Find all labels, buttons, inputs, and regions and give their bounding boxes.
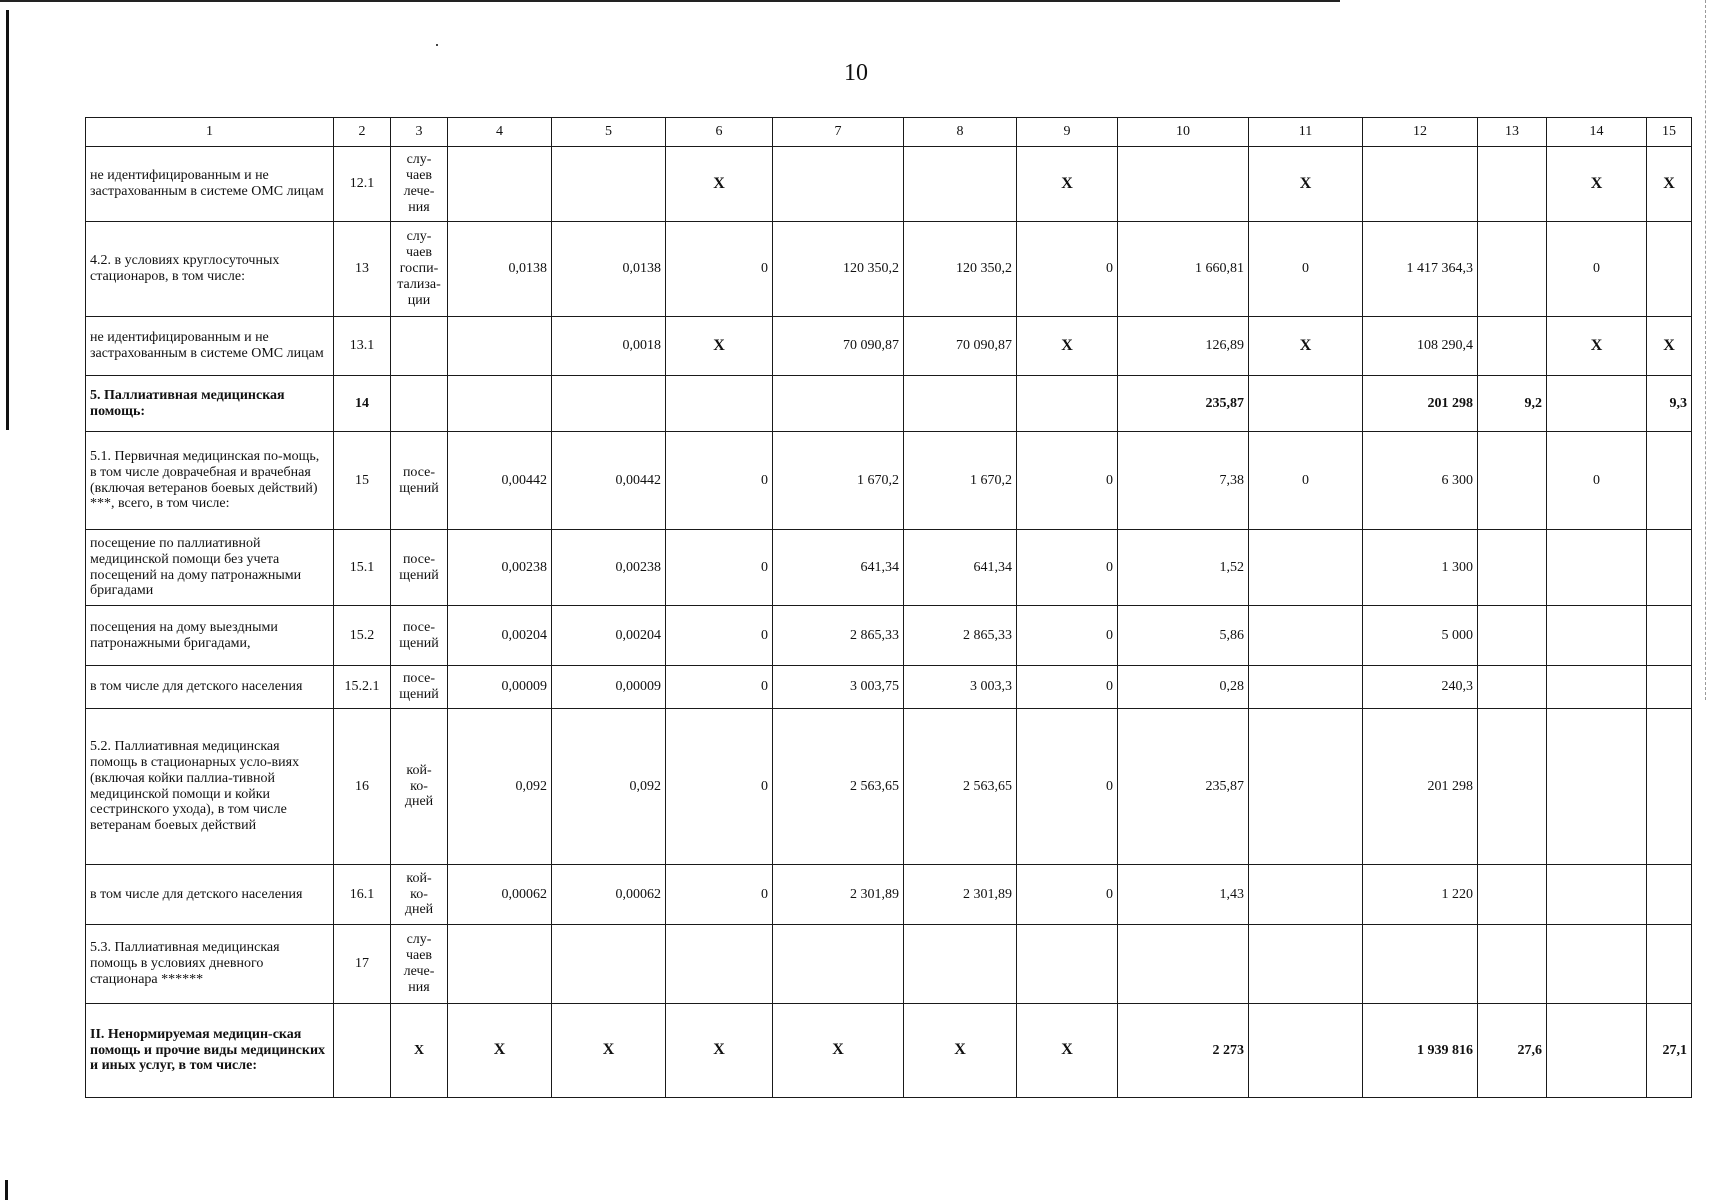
value-cell [1647,666,1692,709]
value-cell: 201 298 [1363,709,1478,865]
value-cell [1647,865,1692,925]
value-cell: 6 300 [1363,432,1478,530]
col-header: 15 [1647,118,1692,147]
row-number: 16.1 [334,865,391,925]
value-cell: 1,52 [1118,530,1249,606]
value-cell: 0,00238 [448,530,552,606]
table-row [86,709,1692,865]
row-label: 5.1. Первичная медицинская по-мощь, в том числе доврачебная и врачебная (включая ветеранов боевых действий) ***, всего, в том числе: [86,432,334,530]
value-cell: 120 350,2 [904,222,1017,317]
value-cell: 0 [666,432,773,530]
table-row [86,432,1692,530]
value-cell [1249,709,1363,865]
value-cell [773,376,904,432]
value-cell: 0 [1249,222,1363,317]
value-cell: 0,00238 [552,530,666,606]
row-number: 13 [334,222,391,317]
value-cell: 0 [1249,432,1363,530]
value-cell [1478,147,1547,222]
table-row [86,222,1692,317]
unit-cell: кой- ко- дней [391,865,448,925]
value-cell: 0,00062 [448,865,552,925]
unit-cell [391,317,448,376]
value-cell [1249,376,1363,432]
value-cell [448,147,552,222]
not-applicable-mark: Х [552,1004,666,1098]
value-cell: 0 [1017,709,1118,865]
value-cell: 0 [666,222,773,317]
unit-cell: посе- щений [391,666,448,709]
col-header: 14 [1547,118,1647,147]
value-cell: 2 563,65 [773,709,904,865]
not-applicable-mark: Х [448,1004,552,1098]
scan-speck [436,44,438,46]
table-row [86,1004,1692,1098]
col-header: 6 [666,118,773,147]
scan-top-edge [0,0,1340,2]
value-cell [1478,222,1547,317]
value-cell: 0,0018 [552,317,666,376]
unit-cell: посе- щений [391,432,448,530]
row-number: 12.1 [334,147,391,222]
value-cell: 0,00204 [448,606,552,666]
not-applicable-mark: Х [1017,317,1118,376]
row-label: 5.2. Паллиативная медицинская помощь в стационарных усло-виях (включая койки паллиа-тивной медицинской помощи и койки сестринского ухода), в том числе ветеранам боевых действий [86,709,334,865]
row-label: в том числе для детского населения [86,666,334,709]
not-applicable-mark: Х [666,317,773,376]
table-row [86,606,1692,666]
row-label: не идентифицированным и не застрахованным в системе ОМС лицам [86,317,334,376]
value-cell: 1 300 [1363,530,1478,606]
not-applicable-mark: Х [1547,317,1647,376]
not-applicable-mark: Х [1017,1004,1118,1098]
value-cell: 0 [666,606,773,666]
col-header: 1 [86,118,334,147]
row-label: 4.2. в условиях круглосуточных стационаров, в том числе: [86,222,334,317]
row-number: 15.2 [334,606,391,666]
value-cell: 9,2 [1478,376,1547,432]
value-cell: 108 290,4 [1363,317,1478,376]
scan-left-edge-mark [5,1180,8,1200]
row-label: посещение по паллиативной медицинской помощи без учета посещений на дому патронажными бригадами [86,530,334,606]
unit-cell: Х [391,1004,448,1098]
value-cell: 2 865,33 [773,606,904,666]
value-cell [904,925,1017,1004]
value-cell: 120 350,2 [773,222,904,317]
col-header: 3 [391,118,448,147]
value-cell [1249,925,1363,1004]
row-number [334,1004,391,1098]
row-label: 5.3. Паллиативная медицинская помощь в условиях дневного стационара ****** [86,925,334,1004]
value-cell: 0,00009 [552,666,666,709]
col-header: 10 [1118,118,1249,147]
value-cell: 70 090,87 [904,317,1017,376]
value-cell: 0 [1017,666,1118,709]
value-cell [1249,530,1363,606]
value-cell: 641,34 [904,530,1017,606]
value-cell: 0 [1547,222,1647,317]
value-cell: 1 660,81 [1118,222,1249,317]
value-cell: 0,00442 [448,432,552,530]
value-cell: 1 670,2 [904,432,1017,530]
value-cell [1647,925,1692,1004]
value-cell [448,317,552,376]
row-label: в том числе для детского населения [86,865,334,925]
not-applicable-mark: Х [1647,147,1692,222]
row-label: II. Ненормируемая медицин-ская помощь и прочие виды медицинских и иных услуг, в том числе: [86,1004,334,1098]
value-cell: 0 [666,709,773,865]
value-cell: 235,87 [1118,709,1249,865]
value-cell: 0 [1017,530,1118,606]
value-cell: 5 000 [1363,606,1478,666]
scan-right-edge [1704,0,1706,700]
not-applicable-mark: Х [1647,317,1692,376]
col-header: 9 [1017,118,1118,147]
value-cell [1118,925,1249,1004]
col-header: 13 [1478,118,1547,147]
col-header: 2 [334,118,391,147]
not-applicable-mark: Х [904,1004,1017,1098]
col-header: 8 [904,118,1017,147]
value-cell [1647,530,1692,606]
value-cell: 1 670,2 [773,432,904,530]
value-cell: 3 003,3 [904,666,1017,709]
row-label: посещения на дому выездными патронажными бригадами, [86,606,334,666]
col-header: 5 [552,118,666,147]
table-row [86,865,1692,925]
value-cell: 5,86 [1118,606,1249,666]
unit-cell: кой- ко- дней [391,709,448,865]
value-cell: 0,0138 [448,222,552,317]
value-cell: 2 301,89 [904,865,1017,925]
unit-cell: слу- чаев лече- ния [391,925,448,1004]
row-number: 14 [334,376,391,432]
value-cell [1017,376,1118,432]
value-cell [1547,865,1647,925]
value-cell [773,147,904,222]
not-applicable-mark: Х [666,147,773,222]
value-cell [448,376,552,432]
not-applicable-mark: Х [1547,147,1647,222]
value-cell: 0,00442 [552,432,666,530]
table-row [86,376,1692,432]
value-cell [904,376,1017,432]
unit-cell: посе- щений [391,530,448,606]
value-cell: 1 220 [1363,865,1478,925]
table-row [86,925,1692,1004]
value-cell [1547,376,1647,432]
value-cell: 0,092 [448,709,552,865]
value-cell: 2 563,65 [904,709,1017,865]
value-cell [1478,709,1547,865]
value-cell: 0 [666,530,773,606]
value-cell: 0,00062 [552,865,666,925]
table-row [86,530,1692,606]
value-cell [1118,147,1249,222]
value-cell [1249,865,1363,925]
col-header: 7 [773,118,904,147]
value-cell: 0 [1017,865,1118,925]
value-cell [1249,606,1363,666]
value-cell: 27,1 [1647,1004,1692,1098]
value-cell: 0 [666,666,773,709]
col-header: 4 [448,118,552,147]
row-number: 13.1 [334,317,391,376]
value-cell: 0 [1547,432,1647,530]
value-cell [1478,530,1547,606]
row-number: 15.2.1 [334,666,391,709]
value-cell: 240,3 [1363,666,1478,709]
value-cell [666,925,773,1004]
value-cell [1647,709,1692,865]
unit-cell [391,376,448,432]
value-cell: 0 [1017,432,1118,530]
value-cell [1478,606,1547,666]
value-cell: 2 273 [1118,1004,1249,1098]
not-applicable-mark: Х [666,1004,773,1098]
value-cell: 641,34 [773,530,904,606]
value-cell: 0 [666,865,773,925]
value-cell: 0,0138 [552,222,666,317]
row-label: 5. Паллиативная медицинская помощь: [86,376,334,432]
value-cell [1478,317,1547,376]
row-number: 15 [334,432,391,530]
value-cell [666,376,773,432]
value-cell: 1 417 364,3 [1363,222,1478,317]
header-row [86,118,1692,147]
value-cell: 2 865,33 [904,606,1017,666]
value-cell [1478,666,1547,709]
value-cell: 2 301,89 [773,865,904,925]
table-row [86,666,1692,709]
table-row [86,147,1692,222]
value-cell [1647,432,1692,530]
row-number: 17 [334,925,391,1004]
row-number: 15.1 [334,530,391,606]
value-cell [1017,925,1118,1004]
value-cell: 0 [1017,222,1118,317]
value-cell [1547,606,1647,666]
row-label: не идентифицированным и не застрахованным в системе ОМС лицам [86,147,334,222]
value-cell [1647,606,1692,666]
value-cell [1547,666,1647,709]
value-cell [1547,709,1647,865]
col-header: 12 [1363,118,1478,147]
value-cell: 70 090,87 [773,317,904,376]
value-cell [1547,925,1647,1004]
value-cell [1478,925,1547,1004]
not-applicable-mark: Х [773,1004,904,1098]
value-cell: 7,38 [1118,432,1249,530]
value-cell: 1 939 816 [1363,1004,1478,1098]
value-cell: 126,89 [1118,317,1249,376]
table-row [86,317,1692,376]
unit-cell: слу- чаев госпи- тализа- ции [391,222,448,317]
value-cell [1363,147,1478,222]
value-cell: 27,6 [1478,1004,1547,1098]
value-cell: 0,28 [1118,666,1249,709]
value-cell: 3 003,75 [773,666,904,709]
value-cell [1249,1004,1363,1098]
value-cell [552,147,666,222]
value-cell: 235,87 [1118,376,1249,432]
value-cell: 0 [1017,606,1118,666]
value-cell [1547,530,1647,606]
value-cell [1478,865,1547,925]
value-cell: 0,00009 [448,666,552,709]
not-applicable-mark: Х [1017,147,1118,222]
value-cell [1363,925,1478,1004]
not-applicable-mark: Х [1249,147,1363,222]
row-number: 16 [334,709,391,865]
value-cell [448,925,552,1004]
value-cell [1478,432,1547,530]
col-header: 11 [1249,118,1363,147]
value-cell: 0,092 [552,709,666,865]
value-cell: 1,43 [1118,865,1249,925]
not-applicable-mark: Х [1249,317,1363,376]
page-number: 10 [844,60,868,86]
data-table [85,117,1692,1098]
value-cell [552,925,666,1004]
value-cell: 9,3 [1647,376,1692,432]
value-cell [1249,666,1363,709]
unit-cell: слу- чаев лече- ния [391,147,448,222]
value-cell: 201 298 [1363,376,1478,432]
value-cell [904,147,1017,222]
value-cell: 0,00204 [552,606,666,666]
value-cell [552,376,666,432]
unit-cell: посе- щений [391,606,448,666]
value-cell [1647,222,1692,317]
value-cell [1547,1004,1647,1098]
value-cell [773,925,904,1004]
